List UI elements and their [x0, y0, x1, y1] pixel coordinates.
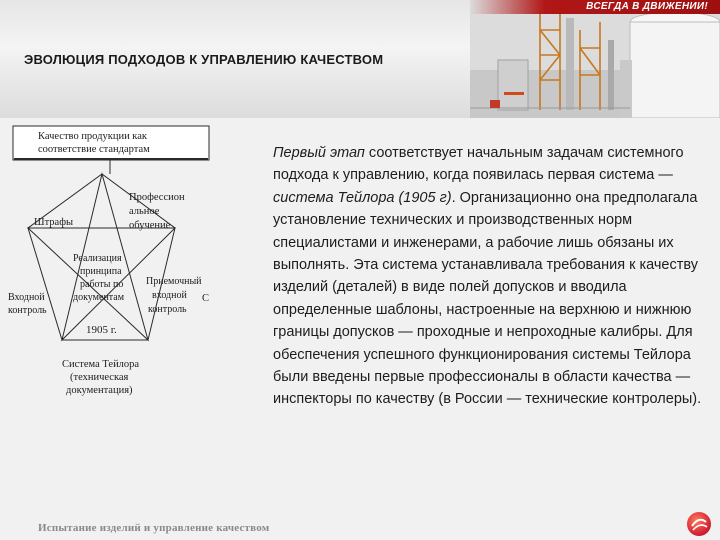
label-professional-3: обучение: [129, 220, 171, 231]
label-year: 1905 г.: [86, 324, 117, 336]
label-vhodnoy-1: Входной: [8, 292, 45, 303]
body-paragraph: [273, 142, 713, 411]
body-text-part-1: соответствует начальным задачам системного подхода к управлению, когда появилась первая система —: [273, 145, 684, 184]
footer-caption: Испытание изделий и управление качеством: [38, 522, 270, 534]
label-c-letter: С: [202, 293, 210, 304]
page-title: ЭВОЛЮЦИЯ ПОДХОДОВ К УПРАВЛЕНИЮ КАЧЕСТВОМ: [24, 52, 384, 67]
label-professional-2: альное: [129, 206, 160, 217]
label-priemochny-2: входной: [152, 290, 187, 301]
label-center-3: работы по: [80, 279, 124, 290]
label-vhodnoy-2: контроль: [8, 305, 47, 316]
label-shtrafy: Штрафы: [34, 217, 74, 228]
label-bottom-3: документация): [66, 385, 133, 396]
slogan-text: ВСЕГДА В ДВИЖЕНИИ!: [586, 1, 708, 12]
label-center-2: принципа: [80, 266, 122, 277]
body-emphasis-first-stage: Первый этап: [273, 145, 365, 161]
body-text-part-2: . Организационно она предполагала установление технических и производственных норм специалистами и инженерами, а рабочие лишь обязаны их выполнять. Эта система устанавливала требования к качеству изделий (деталей) в виде полей допусков и вводила определенные шаблоны, настроенные на верхнюю и нижнюю границы допусков — проходные и непроходные калибры. Для обеспечения успешного функционирования системы Тейлора были введены первые профессионалы в области качества — инспекторы по качеству (в России — технические контролеры).: [273, 189, 702, 408]
top-box-line-1: Качество продукции как: [38, 131, 148, 142]
label-center-4: документам: [73, 292, 125, 303]
body-emphasis-taylor: система Тейлора (1905 г): [273, 189, 452, 206]
label-bottom-1: Система Тейлора: [62, 359, 140, 370]
taylor-system-diagram: [0, 118, 235, 418]
label-center-1: Реализация: [73, 253, 122, 264]
label-bottom-2: (техническая: [70, 372, 129, 383]
label-professional-1: Профессион: [129, 192, 185, 203]
header-band: [0, 0, 720, 118]
company-logo-icon: [684, 510, 714, 538]
label-priemochny-3: контроль: [148, 304, 187, 315]
top-box-line-2: соответствие стандартам: [38, 144, 150, 155]
slogan-strip: [470, 0, 720, 14]
slide-content: [0, 118, 720, 540]
industrial-plant-image: [470, 0, 720, 118]
label-priemochny-1: Приемочный: [146, 276, 202, 287]
